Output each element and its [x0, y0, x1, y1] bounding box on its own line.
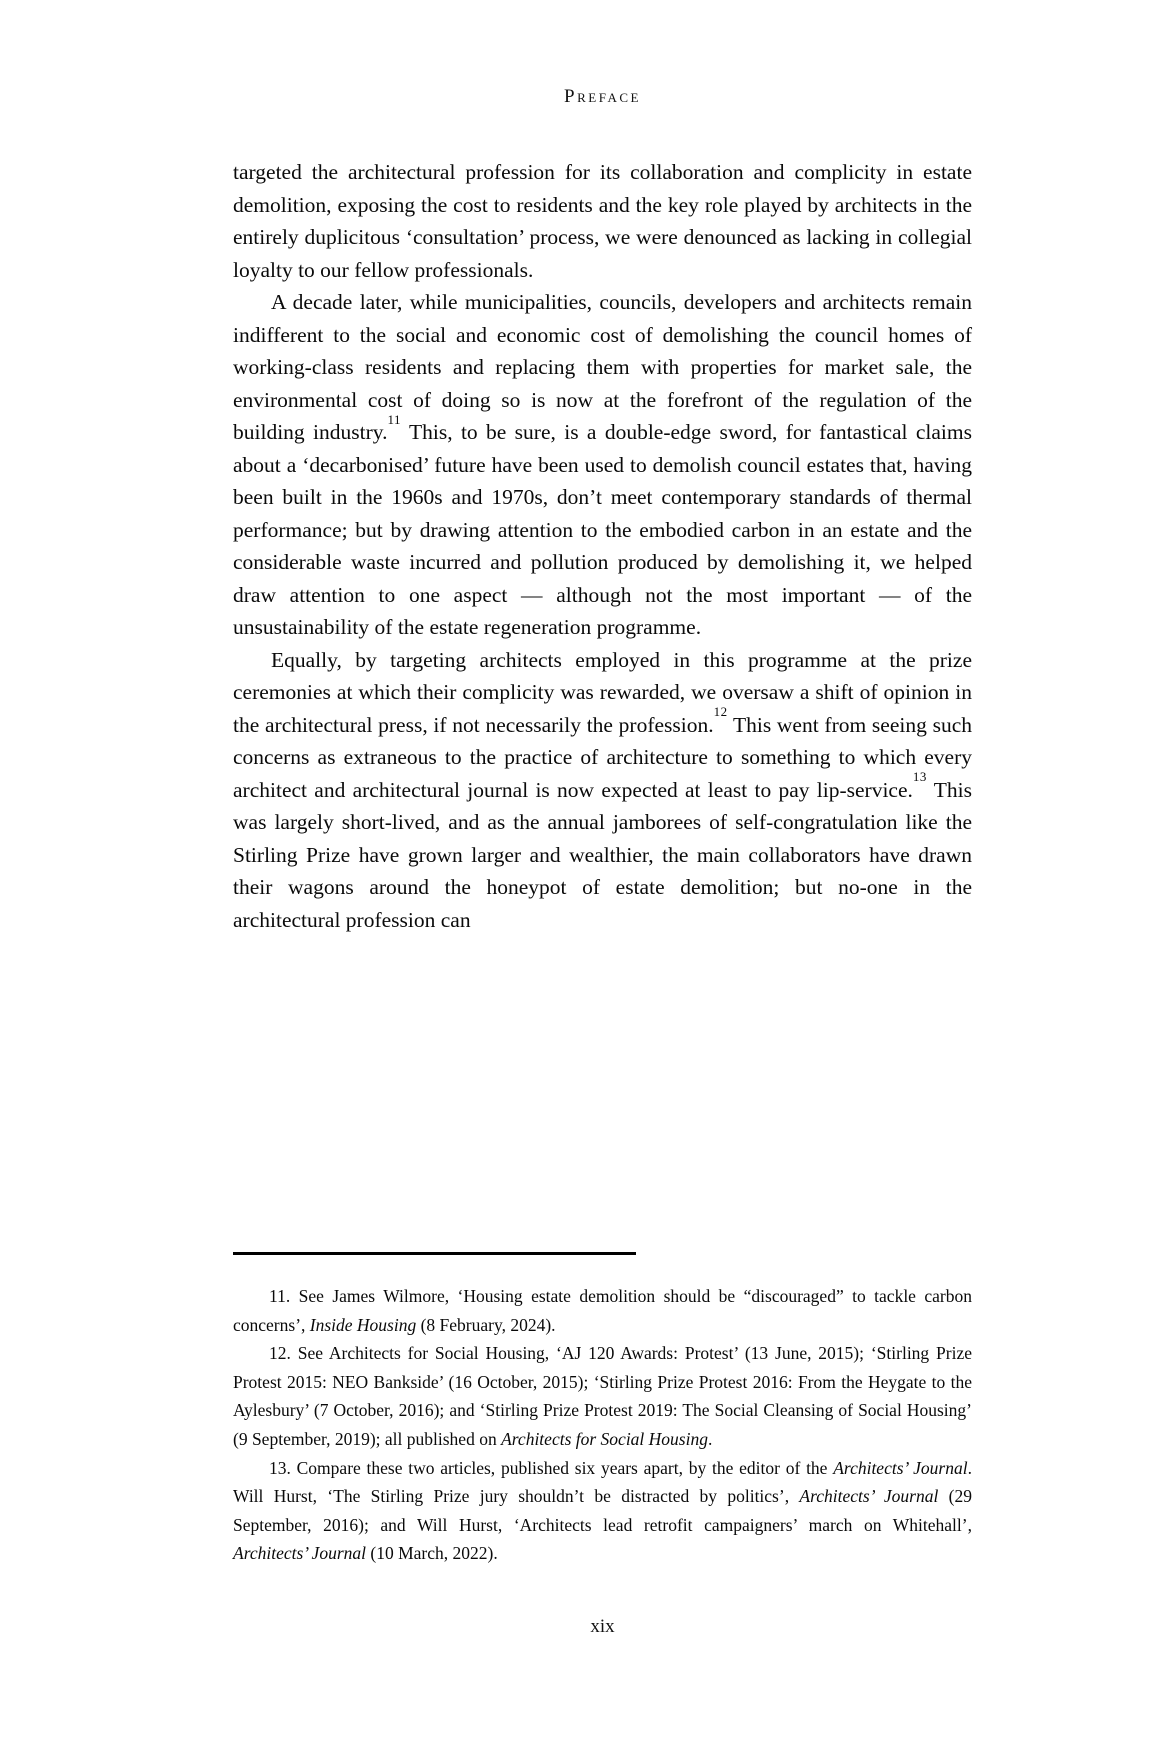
text-run: This was largely short-lived, and as the annual jamborees of self-congratulation like the Stirling Prize have grown larger and wealthier, the main collaborators have drawn their wagons around the honeypot of estate demolition; but no-one in the architectural profession can [233, 777, 972, 932]
footnote-rule [233, 1252, 636, 1255]
text-run: A decade later, while municipalities, councils, developers and architects remain indifferent to the social and economic cost of demolishing the council homes of working-class residents and replacing them with properties for market sale, the environmental cost of doing so is now at the forefront of the regulation of the building industry. [233, 290, 972, 444]
text-run: . Will Hurst, ‘The Stirling Prize jury shouldn’t be distracted by politics’, [233, 1457, 972, 1507]
text-run: (29 September, 2016); and Will Hurst, ‘Architects lead retrofit campaigners’ march on Whitehall’, [233, 1486, 972, 1535]
running-header [233, 86, 972, 108]
paragraph [233, 286, 972, 644]
paragraph [233, 644, 972, 937]
text-run: (10 March, 2022). [366, 1543, 498, 1564]
text-run: 11. See James Wilmore, ‘Housing estate demolition should be “discouraged” to tackle carbon concerns’, [233, 1286, 972, 1335]
footnote-ref-13: 13 [912, 769, 927, 785]
footnote-ref-11: 11 [387, 411, 402, 427]
page-number: xix [590, 1616, 615, 1637]
footnote-13 [233, 1454, 972, 1568]
text-run: . [707, 1428, 713, 1449]
italic-run: Architects’ Journal [233, 1543, 367, 1564]
text-run: (8 February, 2024). [416, 1314, 556, 1335]
italic-run: Architects for Social Housing [501, 1428, 708, 1449]
text-run: Equally, by targeting architects employed in this programme at the prize ceremonies at which their complicity was rewarded, we oversaw a shift of opinion in the architectural press, if not necessarily the profession. [233, 647, 972, 737]
footnote-11 [233, 1282, 972, 1339]
footnote-ref-12: 12 [713, 704, 728, 720]
italic-run: Architects’ Journal [799, 1486, 939, 1507]
text-run: This, to be sure, is a double-edge sword, for fantastical claims about a ‘decarbonised’ future have been used to demolish council estates that, having been built in the 1960s and 1970s, don’t meet contemporary standards of thermal performance; but by drawing attention to the embodied carbon in an estate and the considerable waste incurred and pollution produced by demolishing it, we helped draw attention to one aspect — although not the most important — of the unsustainability of the estate regeneration programme. [233, 420, 972, 639]
text-run: This went from seeing such concerns as extraneous to the practice of architecture to something to which every architect and architectural journal is now expected at least to pay lip-service. [233, 712, 972, 802]
footnote-block [233, 1252, 972, 1568]
italic-run: Architects’ Journal [833, 1457, 968, 1478]
footnote-12 [233, 1339, 972, 1453]
body-text-column [233, 156, 972, 936]
paragraph [233, 156, 972, 286]
text-run: 12. See Architects for Social Housing, ‘AJ 120 Awards: Protest’ (13 June, 2015); ‘Stirling Prize Protest 2015: NEO Bankside’ (16 October, 2015); ‘Stirling Prize Protest 2016: From the Heygate to the Aylesbury’ (7 October, 2016); and ‘Stirling Prize Protest 2019: The Social Cleansing of Social Housing’ (9 September, 2019); all published on [233, 1343, 972, 1449]
text-run: 13. Compare these two articles, published six years apart, by the editor of the [269, 1457, 834, 1478]
text-run: targeted the architectural profession for its collaboration and complicity in estate demolition, exposing the cost to residents and the key role played by architects in the entirely duplicitous ‘consultation’ process, we were denounced as lacking in collegial loyalty to our fellow professionals. [233, 160, 972, 282]
running-header-text: Preface [564, 86, 641, 107]
italic-run: Inside Housing [309, 1314, 417, 1335]
